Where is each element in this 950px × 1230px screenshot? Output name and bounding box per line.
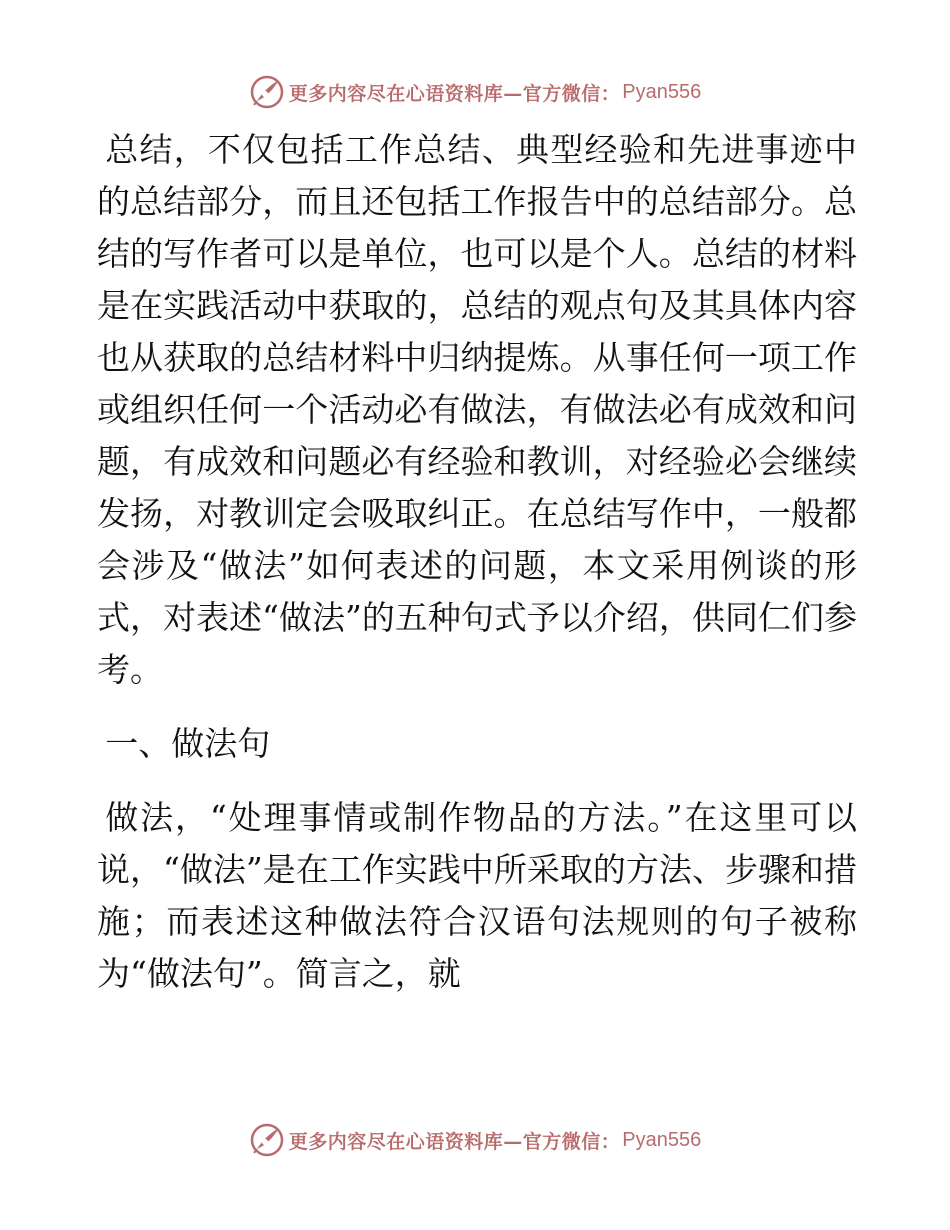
- banner-text: 更多内容尽在心语资料库—官方微信：: [288, 1130, 621, 1153]
- quill-logo-icon: [249, 1122, 285, 1158]
- banner-wechat-id: Pyan556: [622, 1128, 702, 1151]
- banner-text: 更多内容尽在心语资料库—官方微信：: [288, 82, 621, 105]
- document-body: [97, 124, 857, 1000]
- paragraph-definition: 做法，“处理事情或制作物品的方法。”在这里可以说，“做法”是在工作实践中所采取的方法、步骤和措施；而表述这种做法符合汉语句法规则的句子被称为“做法句”。简言之，就: [97, 798, 857, 993]
- section-heading: 一、做法句: [105, 724, 271, 763]
- footer-banner: [0, 1120, 950, 1160]
- paragraph-intro: 总结，不仅包括工作总结、典型经验和先进事迹中的总结部分，而且还包括工作报告中的总结部分。总结的写作者可以是单位，也可以是个人。总结的材料是在实践活动中获取的，总结的观点句及其具体内容也从获取的总结材料中归纳提炼。从事任何一项工作或组织任何一个活动必有做法，有做法必有成效和问题，有成效和问题必有经验和教训，对经验必会继续发扬，对教训定会吸取纠正。在总结写作中，一般都会涉及“做法”如何表述的问题，本文采用例谈的形式，对表述“做法”的五种句式予以介绍，供同仁们参考。: [97, 130, 857, 689]
- header-banner: [0, 72, 950, 112]
- quill-logo-icon: [249, 74, 285, 110]
- banner-wechat-id: Pyan556: [622, 80, 702, 103]
